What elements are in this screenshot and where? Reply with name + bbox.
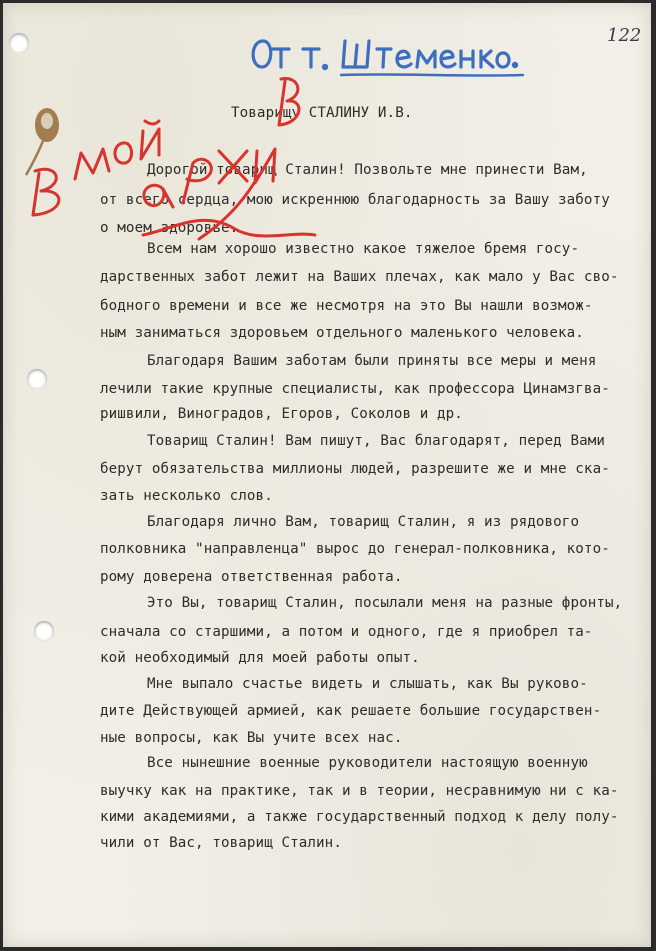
ink-stain (26, 108, 59, 175)
text-line: Всем нам хорошо известно какое тяжелое бремя госу- (147, 241, 580, 257)
text-line: берут обязательства миллионы людей, разрешите же и мне ска- (100, 461, 610, 477)
text-line: лечили такие крупные специалисты, как профессора Цинамзгва- (100, 381, 610, 397)
text-line: ным заниматься здоровьем отдельного маленького человека. (100, 325, 584, 341)
text-line: Благодаря Вашим заботам были приняты все меры и меня (147, 353, 597, 369)
text-line: дарственных забот лежит на Ваших плечах, как мало у Вас сво- (100, 269, 619, 285)
text-line: кими академиями, а также государственный подход к делу полу- (100, 809, 619, 825)
text-line: чили от Вас, товарищ Сталин. (100, 835, 342, 851)
page-number: 122 (607, 25, 642, 46)
blue-handwritten-note (253, 41, 523, 76)
text-line: Товарищ Сталин! Вам пишут, Вас благодарят, перед Вами (147, 433, 606, 449)
text-line: выучку как на практике, так и в теории, несравнимую ни с ка- (100, 783, 619, 799)
text-line: дите Действующей армией, как решаете большие государствен- (100, 703, 602, 719)
text-line: зать несколько слов. (100, 488, 273, 504)
hole-punch-bottom (34, 621, 54, 641)
text-line: рому доверена ответственная работа. (100, 569, 403, 585)
text-line: Мне выпало счастье видеть и слышать, как Вы руково- (147, 676, 588, 692)
text-line: Это Вы, товарищ Сталин, посылали меня на разные фронты, (147, 595, 623, 611)
text-line: сначала со старшими, а потом и одного, где я приобрел та- (100, 624, 593, 640)
text-line: Дорогой товарищ Сталин! Позвольте мне принести Вам, (147, 162, 588, 178)
blue-note-text (3, 3, 4, 4)
red-resolution-note (33, 78, 315, 239)
hole-punch-middle (27, 369, 47, 389)
text-line: Все нынешние военные руководители настоящую военную (147, 755, 588, 771)
text-line: полковника "направленца" вырос до генерал-полковника, кото- (100, 541, 610, 557)
hole-punch-top (9, 33, 29, 53)
text-line: от всего сердца, мою искреннюю благодарность за Вашу заботу (100, 192, 610, 208)
red-resolution-text (3, 3, 4, 4)
text-line: кой необходимый для моей работы опыт. (100, 650, 420, 666)
text-line: о моем здоровье. (100, 220, 239, 236)
text-line: Благодаря лично Вам, товарищ Сталин, я из рядового (147, 514, 580, 530)
document-page (3, 3, 651, 947)
text-line: бодного времени и все же несмотря на это Вы нашли возмож- (100, 298, 593, 314)
text-line: ришвили, Виноградов, Егоров, Соколов и др. (100, 406, 463, 422)
text-line: ные вопросы, как Вы учите всех нас. (100, 730, 403, 746)
letter-title: Товарищу СТАЛИНУ И.В. (231, 105, 413, 121)
